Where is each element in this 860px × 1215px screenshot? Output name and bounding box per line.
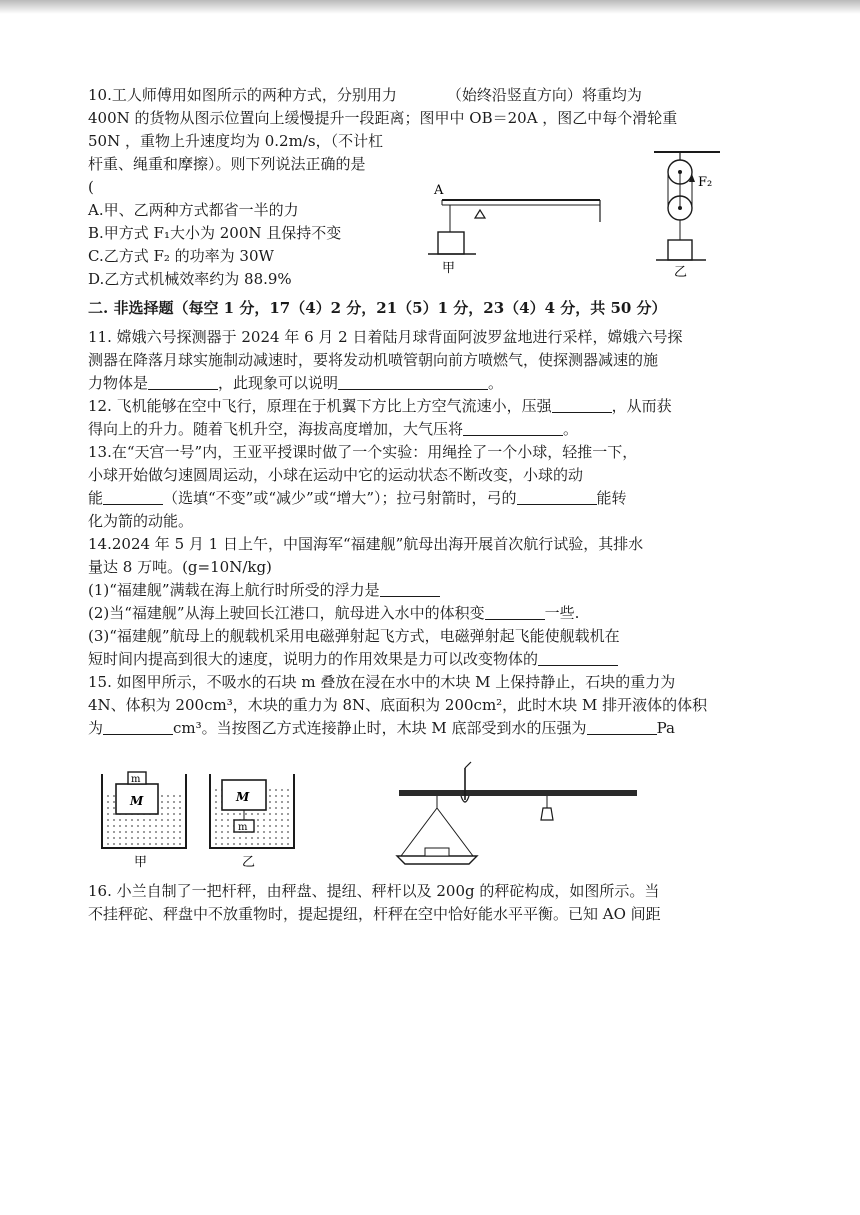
q11-text-a: 力物体是 xyxy=(88,374,149,392)
answer-blank[interactable] xyxy=(338,374,488,390)
question-16 xyxy=(88,880,738,926)
q10-option-a: A.甲、乙两种方式都省一半的力 xyxy=(88,201,299,219)
label-A: A xyxy=(434,183,444,198)
q14-part3-line1: (3)“福建舰”航母上的舰载机采用电磁弹射起飞方式，电磁弹射起飞能使舰载机在 xyxy=(88,627,620,645)
question-13 xyxy=(88,441,738,533)
q10-line5: ( xyxy=(88,178,94,196)
q13-line4: 化为箭的动能。 xyxy=(88,512,194,530)
question-11 xyxy=(88,326,738,395)
q15-text-b: cm³。当按图乙方式连接静止时，木块 M 底部受到水的压强为 xyxy=(173,719,587,737)
q10-line4: 杆重、绳重和摩擦）。则下列说法正确的是 xyxy=(88,155,366,173)
q12-text-a: 12. 飞机能够在空中飞行，原理在于机翼下方比上方空气流速小，压强 xyxy=(88,397,552,415)
q12-text-c: 得向上的升力。随着飞机升空，海拔高度增加，大气压将 xyxy=(88,420,464,438)
q11-text-b: ，此现象可以说明 xyxy=(218,374,339,392)
q14-line2: 量达 8 万吨。(g=10N/kg) xyxy=(88,558,272,576)
question-10 xyxy=(88,84,738,291)
label-M: M xyxy=(130,794,144,808)
figure-container-jia xyxy=(100,770,190,870)
label-yi: 乙 xyxy=(674,265,688,280)
label-jia-15: 甲 xyxy=(134,855,148,870)
q15-text-c: Pa xyxy=(656,719,675,737)
figure-pulley-yi xyxy=(650,146,730,282)
q10-line1: 10.工人师傅用如图所示的两种方式，分别用力 xyxy=(88,86,397,104)
q14-part2: (2)当“福建舰”从海上驶回长江港口，航母进入水中的体积变 xyxy=(88,604,485,622)
q10-line2: 400N 的货物从图示位置向上缓慢提升一段距离；图甲中 OB＝20A ，图乙中每个滑轮重 xyxy=(88,109,678,127)
answer-blank[interactable] xyxy=(517,489,597,505)
q14-line1: 14.2024 年 5 月 1 日上午，中国海军“福建舰”航母出海开展首次航行试验，其排水 xyxy=(88,535,644,553)
answer-blank[interactable] xyxy=(485,604,545,620)
q13-text-a: 能 xyxy=(88,489,104,507)
question-12 xyxy=(88,395,738,441)
q12-text-d: 。 xyxy=(563,420,579,438)
q15-line2: 4N、体积为 200cm³，木块的重力为 8N、底面积为 200cm²，此时木块 M 排开液体的体积 xyxy=(88,696,708,714)
answer-blank[interactable] xyxy=(552,397,612,413)
q15-text-a: 为 xyxy=(88,719,104,737)
q16-line2: 不挂秤砣、秤盘中不放重物时，提起提纽，杆秤在空中恰好能水平平衡。已知 AO 间距 xyxy=(88,905,661,923)
label-m: m xyxy=(131,774,141,785)
q12-text-b: ，从而获 xyxy=(611,397,672,415)
figure-lever-jia xyxy=(428,172,608,284)
figure-container-yi xyxy=(208,770,298,870)
q14-part1: (1)“福建舰”满载在海上航行时所受的浮力是 xyxy=(88,581,380,599)
label-F2: F₂ xyxy=(698,175,713,190)
answer-blank[interactable] xyxy=(463,420,563,436)
answer-blank[interactable] xyxy=(538,650,618,666)
label-m-yi: m xyxy=(238,822,248,833)
answer-blank[interactable] xyxy=(380,581,440,597)
label-jia: 甲 xyxy=(442,261,456,276)
q10-option-d: D.乙方式机械效率约为 88.9% xyxy=(88,270,292,288)
q10-option-b: B.甲方式 F₁大小为 200N 且保持不变 xyxy=(88,224,342,242)
q16-line1: 16. 小兰自制了一把杆秤，由秤盘、提纽、秤杆以及 200g 的秤砣构成，如图所示。当 xyxy=(88,882,660,900)
answer-blank[interactable] xyxy=(148,374,218,390)
answer-blank[interactable] xyxy=(103,719,173,735)
q13-text-b: （选填“不变”或“减少”或“增大”）；拉弓射箭时，弓的 xyxy=(163,489,517,507)
answer-blank[interactable] xyxy=(103,489,163,505)
figure-steelyard xyxy=(395,760,645,870)
q10-line1b: （始终沿竖直方向）将重均为 xyxy=(446,86,642,104)
q11-line1: 11. 嫦娥六号探测器于 2024 年 6 月 2 日着陆月球背面阿波罗盆地进行采样，嫦娥六号探 xyxy=(88,328,683,346)
q11-line2: 测器在降落月球实施制动减速时，要将发动机喷管朝向前方喷燃气，使探测器减速的施 xyxy=(88,351,659,369)
q13-text-c: 能转 xyxy=(596,489,627,507)
q14-part3-line2: 短时间内提高到很大的速度，说明力的作用效果是力可以改变物体的 xyxy=(88,650,539,668)
scan-shadow xyxy=(0,0,860,14)
label-M-yi: M xyxy=(236,790,250,804)
q10-line3: 50N ，重物上升速度均为 0.2m/s，（不计杠 xyxy=(88,132,384,150)
q13-line2: 小球开始做匀速圆周运动，小球在运动中它的运动状态不断改变，小球的动 xyxy=(88,466,584,484)
q10-option-c: C.乙方式 F₂ 的功率为 30W xyxy=(88,247,274,265)
answer-blank[interactable] xyxy=(587,719,657,735)
q14-part2-end: 一些. xyxy=(544,604,580,622)
section-2-heading: 二. 非选择题（每空 1 分，17（4）2 分，21（5）1 分，23（4）4 分，共 50 分） xyxy=(88,299,667,317)
q11-text-c: 。 xyxy=(488,374,504,392)
label-yi-15: 乙 xyxy=(242,855,256,870)
q15-line1: 15. 如图甲所示，不吸水的石块 m 叠放在浸在水中的木块 M 上保持静止，石块的重力为 xyxy=(88,673,676,691)
q13-line1: 13.在“天宫一号”内，王亚平授课时做了一个实验：用绳拴了一个小球，轻推一下， xyxy=(88,443,638,461)
question-15 xyxy=(88,671,738,740)
question-14 xyxy=(88,533,738,671)
